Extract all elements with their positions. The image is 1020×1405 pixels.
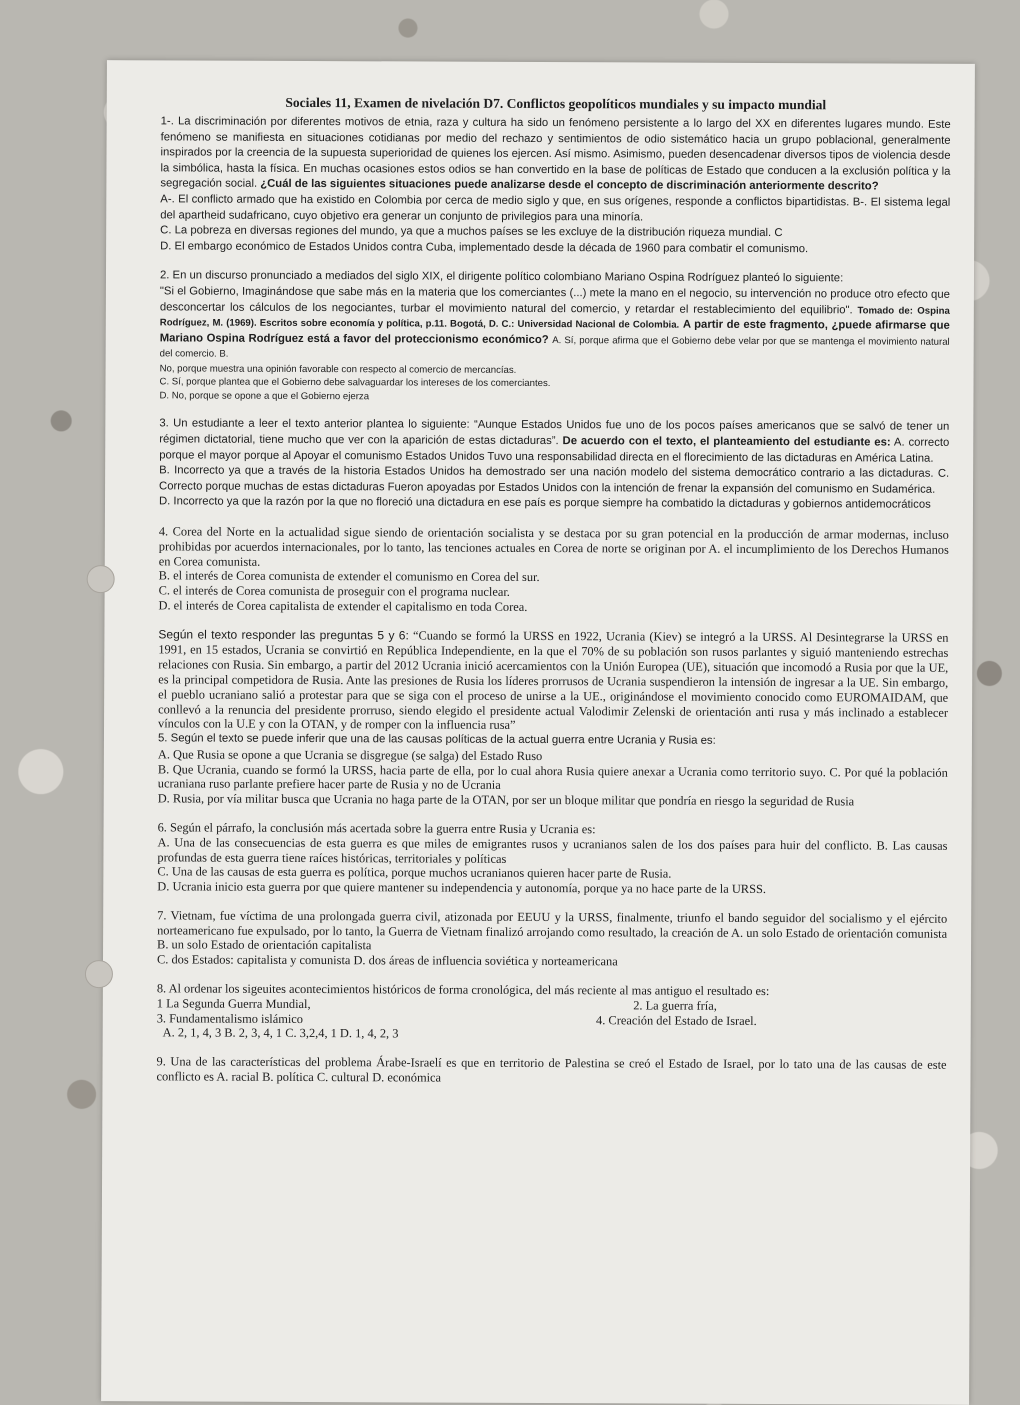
q7-options-cd: C. dos Estados: capitalista y comunista D. dos áreas de influencia soviética y norteamericana [156,952,618,969]
q1-question: ¿Cuál de las siguientes situaciones puede analizarse desde el concepto de discriminación anteriormente descrito? [260,178,879,193]
q4-option-c: C. el interés de Corea comunista de proseguir con el programa nuclear. [158,583,510,600]
q6-option-c: C. Una de las causas de esta guerra es política, porque muchos ucranianos quieren hacer parte de Rusia. [157,864,672,881]
q8-question: 8. Al ordenar los sigeuites acontecimientos históricos de forma cronológica, del más reciente al mas antiguo el resultado es: [156,981,770,999]
q8-item-4: 4. Creación del Estado de Israel. [596,1012,757,1028]
q8-options: A. 2, 1, 4, 3 B. 2, 3, 4, 1 C. 3,2,4, 1 D. 1, 4, 2, 3 [162,1025,399,1041]
q3-option-a: A. correcto porque el mayor porque al Apoyar el comunismo Estados Unidos Tuvo una responsabilidad directa en el florecimiento de las dictaduras en América Latina. [159,436,950,465]
q8-item-3: 3. Fundamentalismo islámico [156,1011,304,1026]
q1-option-d: D. El embargo económico de Estados Unidos contra Cuba, implementado desde la década de 1960 para combatir el comunismo. [160,240,809,255]
q3-question: De acuerdo con el texto, el planteamiento del estudiante es: [562,435,891,449]
q4-option-d: D. el interés de Corea capitalista de extender el capitalismo en toda Corea. [158,598,528,614]
q5-options-bc: B. Que Ucrania, cuando se formó la URSS, hacia parte de ella, por lo cual ahora Rusia quiere anexar a Ucrania como territorio suyo. C. Por qué la población ucraniana ruso parlante prefiere hacer parte de Rusia y no de Ucrania [157,761,948,793]
question-4 [159,524,949,616]
question-7 [157,908,947,971]
question-9 [156,1055,946,1088]
exam-sheet [101,60,975,1405]
question-3 [159,417,949,514]
question-2 [159,269,950,407]
q1-options-ab: A-. El conflicto armado que ha existido en Colombia por cerca de medio siglo y que, en sus orígenes, responde a conflictos bipartidistas. B-. El sistema legal del apartheid sudafricano, cuyo objetivo era generar un conjunto de privilegios para una minoría. [160,193,951,224]
q8-item-1: 1 La Segunda Guerra Mundial, [156,996,311,1011]
reading-text: “Cuando se formó la URSS en 1922, Ucrania (Kiev) se integró a la URSS. Al Desintegrarse la URSS en 1991, en 15 estados, Ucrania se convirtió en República Independiente, en la que el 70% de su población son rusos parlantes y siguió manteniendo estrechas relaciones con Rusia. Sin embargo, a partir del 2012 Ucrania inició acercamientos con la Unión Europea (UE), situación que incomodó a Rusia por que la UE, es la principal competidora de Rusia. Ante las presiones de Rusia los líderes prorrusos de Ucrania suspendieron la intensión de ingresar a la UE. Sin embargo, el pueblo ucraniano salió a protestar para que se siga con el proceso de unirse a la UE., originándose el movimiento conocido como EUROMAIDAM, que conllevó a la renuncia del presidente prorruso, siendo elegido el presidente actual Valodimir Zelenski de orientación anti rusa y más inclinado a establecer vínculos con la U.E y con la OTAN, y de romper con la influencia rusa” [158,628,949,733]
exam-content [156,94,950,1087]
reading-lead: Según el texto responder las preguntas 5 y 6: [158,627,409,643]
q3-options-bc: B. Incorrecto ya que a través de la historia Estados Unidos ha demostrado ser una nación modelo del sistema democrático contrario a las dictaduras. C. Correcto porque muchas de estas dictaduras Fueron apoyadas por Estados Unidos con la intención de frenar la expansión del comunismo en Sudamérica. [159,464,950,496]
q2-option-a: A. Sí, porque afirma que el Gobierno debe velar por que se mantenga el movimiento natural del comercio. B. [159,334,950,360]
question-5 [158,731,948,809]
q5-option-a: A. Que Rusia se opone a que Ucrania se disgregue (se salga) del Estado Ruso [157,747,543,763]
binder-hole [87,565,115,593]
q5-question: 5. Según el texto se puede inferir que una de las causas políticas de la actual guerra entre Ucrania y Rusia es: [157,732,716,747]
q4-intro: 4. Corea del Norte en la actualidad sigue siendo de orientación socialista y se destaca por su gran potencial en la producción de armar modernas, incluso prohibidas por acuerdos internacionales, por lo tanto, las tenciones actuales en Corea de norte se originan por A. el incumplimiento de los Derechos Humanos en Corea comunista. [158,524,949,569]
q3-intro: 3. Un estudiante a leer el texto anterior plantea lo siguiente: “Aunque Estados Unidos fue uno de los pocos países americanos que se salvó de tener un régimen dictatorial, tiene mucho que ver con la aparición de estas dictaduras”. [159,417,950,448]
q2-source: Tomado de: Ospina Rodríguez, M. (1969). Escritos sobre economía y política, p.11. Bogotá, D. C.: Universidad Nacional de Colombia. [159,304,950,331]
q7-text: 7. Vietnam, fue víctima de una prolongada guerra civil, atizonada por EEUU y la URSS, finalmente, triunfo el bando seguidor del socialismo y el ejército norteamericano fue expulsado, por lo tanto, la Guerra de Vietnam finalizó arrojando como resultado, la creación de A. un solo Estado de orientación comunista B. un solo Estado de orientación capitalista [157,908,948,953]
q4-option-b: B. el interés de Corea comunista de extender el comunismo en Corea del sur. [158,568,540,585]
q5-option-d: D. Rusia, por vía militar busca que Ucrania no haga parte de la OTAN, por ser un bloque militar que pondría en riesgo la seguridad de Rusia [157,791,855,809]
q6-question: 6. Según el párrafo, la conclusión más acertada sobre la guerra entre Rusia y Ucrania es: [157,820,596,837]
question-6 [157,820,947,897]
q2-option-d: D. No, porque se opone a que el Gobierno ejerza [159,390,370,403]
q1-intro: 1-. La discriminación por diferentes motivos de etnia, raza y cultura ha sido un fenómeno persistente a lo largo del XX en diferentes lugares mundo. Este fenómeno se manifiesta en situaciones cotidianas por medio del rechazo y sentimientos de odio sistemático hacia un grupo poblacional, generalmente inspirados por la creencia de la supuesta superioridad de quienes los ejercen. Así mismo. Asimismo, pueden desencadenar diversos tipos de violencia desde la simbólica, hasta la física. En muchas ocasiones estos odios se han convertido en la base de políticas de Estado que conducen a la exclusión política y la segregación social. [160,115,951,191]
q1-option-c: C. La pobreza en diversas regiones del mundo, ya que a muchos países se les excluye de la distribución riqueza mundial. C [160,224,783,240]
q2-option-b: No, porque muestra una opinión favorable con respecto al comercio de mercancías. [159,363,517,376]
q3-option-d: D. Incorrecto ya que la razón por la que no floreció una dictadura en ese país es porque siempre ha combatido la dictaduras y gobiernos antidemocráticos [158,495,931,512]
q2-question: A partir de este fragmento, ¿puede afirmarse que Mariano Ospina Rodríguez está a favor del proteccionismo económico? [159,318,950,346]
reading-passage [158,627,948,735]
q6-option-d: D. Ucrania inicio esta guerra por que quiere mantener su independencia y autonomía, porque ya no hace parte de la URSS. [157,879,767,897]
q2-option-c: C. Sí, porque plantea que el Gobierno debe salvaguardar los intereses de los comerciantes. [159,376,551,390]
question-8 [157,981,947,1044]
q2-quote: "Si el Gobierno, Imaginándose que sabe más en la materia que los comerciantes (...) mete la mano en el negocio, su intervención no produce otro efecto que desconcertar los cálculos de los negociantes, turbar el movimiento natural del comercio, y retardar el restablecimiento del equilibrio". [159,285,950,316]
exam-title: Sociales 11, Examen de nivelación D7. Conflictos geopolíticos mundiales y su impacto mundial [285,94,827,113]
q6-options-ab: A. Una de las consecuencias de esta guerra es que miles de emigrantes rusos y ucranianos salen de los dos países para huir del conflicto. B. Las causas profundas de esta guerra tiene raíces históricas, territoriales y políticas [157,835,948,866]
question-1 [160,114,951,258]
q2-intro: 2. En un discurso pronunciado a mediados del siglo XIX, el dirigente político colombiano Mariano Ospina Rodríguez planteó lo siguiente: [159,269,844,285]
binder-hole [85,960,113,988]
q9-text: 9. Una de las características del problema Árabe-Israelí es que en territorio de Palestina se creó el Estado de Israel, por lo tato una de las causas de este conflicto es A. racial B. política C. cultural D. económica [156,1054,947,1085]
q8-item-2: 2. La guerra fría, [633,998,717,1013]
